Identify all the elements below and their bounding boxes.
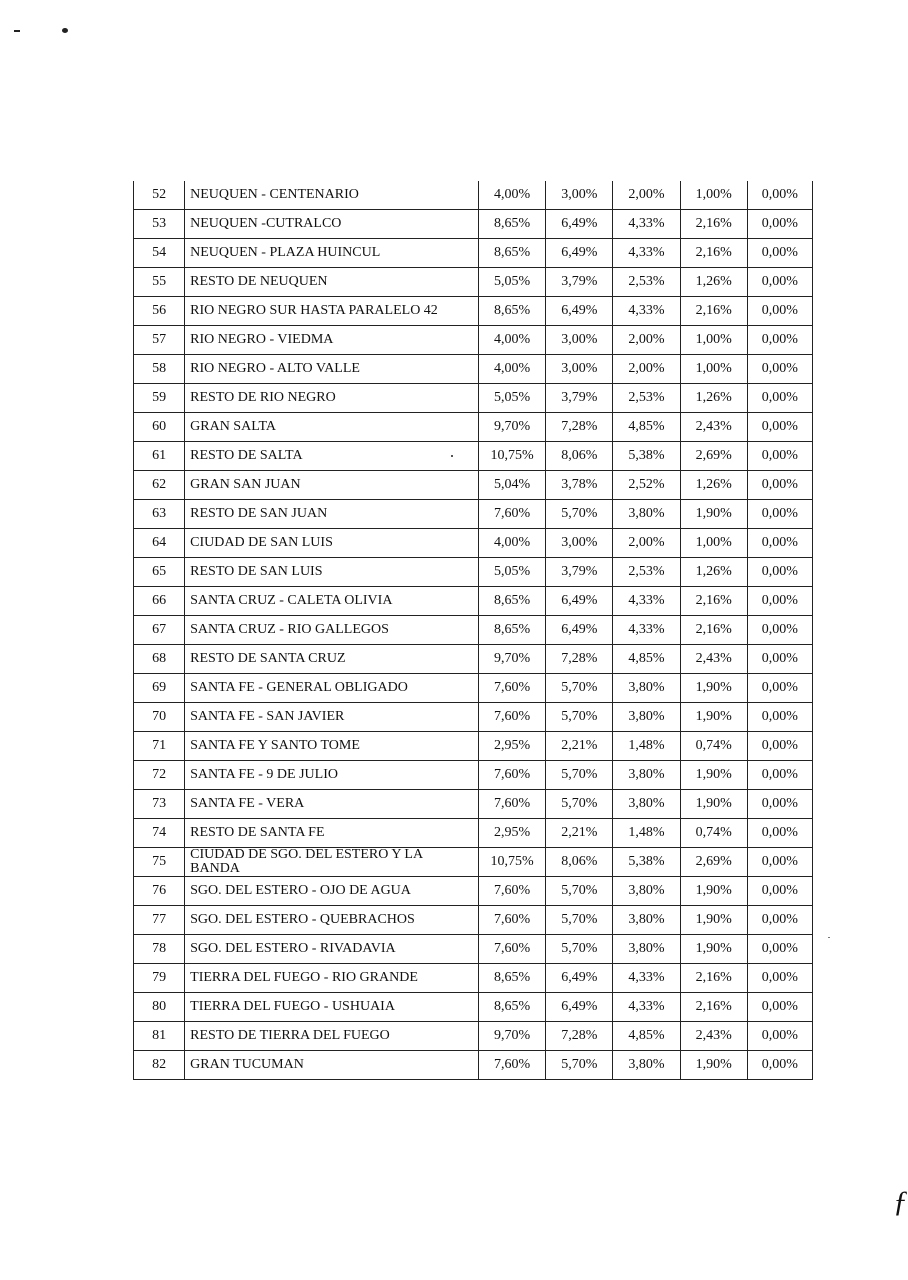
row-number: 69	[134, 674, 185, 703]
rate-col-2: 3,79%	[546, 268, 613, 297]
rate-col-5: 0,00%	[747, 326, 812, 355]
rate-col-5: 0,00%	[747, 645, 812, 674]
rate-col-3: 4,33%	[613, 587, 680, 616]
scan-mark-dash	[14, 30, 20, 32]
rate-col-3: 4,85%	[613, 413, 680, 442]
rate-col-5: 0,00%	[747, 616, 812, 645]
rate-col-1: 7,60%	[479, 703, 546, 732]
region-name: RESTO DE SANTA FE	[185, 819, 479, 848]
rate-col-5: 0,00%	[747, 297, 812, 326]
region-name: GRAN SAN JUAN	[185, 471, 479, 500]
rate-col-4: 2,69%	[680, 848, 747, 877]
rate-col-5: 0,00%	[747, 761, 812, 790]
table-row	[134, 1022, 813, 1051]
rate-col-1: 8,65%	[479, 210, 546, 239]
rate-col-1: 5,04%	[479, 471, 546, 500]
region-name: RESTO DE TIERRA DEL FUEGO	[185, 1022, 479, 1051]
rate-col-2: 6,49%	[546, 210, 613, 239]
region-name: RIO NEGRO SUR HASTA PARALELO 42	[185, 297, 479, 326]
region-name: SGO. DEL ESTERO - RIVADAVIA	[185, 935, 479, 964]
rate-col-4: 1,26%	[680, 384, 747, 413]
rate-col-2: 6,49%	[546, 239, 613, 268]
rate-col-3: 2,00%	[613, 326, 680, 355]
rate-col-4: 1,00%	[680, 355, 747, 384]
rate-col-5: 0,00%	[747, 587, 812, 616]
rate-col-1: 8,65%	[479, 239, 546, 268]
rate-col-1: 7,60%	[479, 790, 546, 819]
rate-col-4: 1,26%	[680, 471, 747, 500]
rate-col-1: 8,65%	[479, 993, 546, 1022]
rate-col-5: 0,00%	[747, 181, 812, 210]
rate-col-2: 7,28%	[546, 413, 613, 442]
rate-col-4: 1,00%	[680, 529, 747, 558]
region-name: SANTA FE - 9 DE JULIO	[185, 761, 479, 790]
rate-col-4: 2,16%	[680, 210, 747, 239]
table-row	[134, 239, 813, 268]
rate-col-1: 7,60%	[479, 935, 546, 964]
rate-col-3: 5,38%	[613, 848, 680, 877]
rate-col-2: 5,70%	[546, 674, 613, 703]
region-name: RESTO DE SALTA	[185, 442, 479, 471]
region-name: RESTO DE SAN LUIS	[185, 558, 479, 587]
table-row	[134, 442, 813, 471]
rate-col-1: 5,05%	[479, 384, 546, 413]
rate-col-3: 3,80%	[613, 935, 680, 964]
rate-col-2: 2,21%	[546, 732, 613, 761]
rate-col-4: 2,16%	[680, 239, 747, 268]
region-name: GRAN SALTA	[185, 413, 479, 442]
table-row	[134, 587, 813, 616]
rate-col-1: 2,95%	[479, 732, 546, 761]
rate-col-3: 4,33%	[613, 239, 680, 268]
rate-col-5: 0,00%	[747, 674, 812, 703]
rate-col-3: 3,80%	[613, 1051, 680, 1080]
rate-col-3: 4,33%	[613, 297, 680, 326]
rate-col-5: 0,00%	[747, 993, 812, 1022]
rate-col-1: 8,65%	[479, 964, 546, 993]
region-name: RIO NEGRO - VIEDMA	[185, 326, 479, 355]
rate-col-2: 5,70%	[546, 703, 613, 732]
rate-col-4: 2,43%	[680, 645, 747, 674]
rate-col-2: 6,49%	[546, 297, 613, 326]
region-name: GRAN TUCUMAN	[185, 1051, 479, 1080]
rate-col-5: 0,00%	[747, 210, 812, 239]
scan-speck	[828, 937, 830, 938]
table-row	[134, 210, 813, 239]
rate-col-2: 8,06%	[546, 442, 613, 471]
rate-col-5: 0,00%	[747, 790, 812, 819]
table-row	[134, 268, 813, 297]
region-name: RESTO DE SANTA CRUZ	[185, 645, 479, 674]
region-name: RESTO DE SAN JUAN	[185, 500, 479, 529]
rate-col-4: 1,90%	[680, 906, 747, 935]
rate-col-5: 0,00%	[747, 529, 812, 558]
table-row	[134, 529, 813, 558]
region-name: RIO NEGRO - ALTO VALLE	[185, 355, 479, 384]
rate-col-1: 7,60%	[479, 761, 546, 790]
row-number: 71	[134, 732, 185, 761]
table-row	[134, 471, 813, 500]
table-row	[134, 616, 813, 645]
region-name: NEUQUEN - PLAZA HUINCUL	[185, 239, 479, 268]
rate-col-2: 3,79%	[546, 384, 613, 413]
table-row	[134, 877, 813, 906]
region-name: SANTA FE - SAN JAVIER	[185, 703, 479, 732]
table-row	[134, 935, 813, 964]
region-name: NEUQUEN -CUTRALCO	[185, 210, 479, 239]
rate-col-4: 1,90%	[680, 703, 747, 732]
rate-col-4: 1,90%	[680, 1051, 747, 1080]
rate-col-4: 1,90%	[680, 935, 747, 964]
row-number: 68	[134, 645, 185, 674]
rate-col-4: 1,00%	[680, 181, 747, 210]
region-name: SANTA CRUZ - RIO GALLEGOS	[185, 616, 479, 645]
rate-col-2: 7,28%	[546, 645, 613, 674]
rate-col-5: 0,00%	[747, 384, 812, 413]
rate-col-4: 2,16%	[680, 616, 747, 645]
rate-col-3: 3,80%	[613, 703, 680, 732]
rate-col-2: 6,49%	[546, 587, 613, 616]
rate-col-1: 8,65%	[479, 616, 546, 645]
rate-col-4: 1,90%	[680, 674, 747, 703]
row-number: 82	[134, 1051, 185, 1080]
rate-col-2: 3,79%	[546, 558, 613, 587]
table-row	[134, 703, 813, 732]
rate-col-2: 3,00%	[546, 529, 613, 558]
table-row	[134, 964, 813, 993]
region-name: SANTA FE Y SANTO TOME	[185, 732, 479, 761]
row-number: 80	[134, 993, 185, 1022]
rate-col-4: 2,69%	[680, 442, 747, 471]
rate-col-2: 5,70%	[546, 500, 613, 529]
rate-col-2: 6,49%	[546, 964, 613, 993]
rate-col-5: 0,00%	[747, 732, 812, 761]
rate-col-2: 6,49%	[546, 993, 613, 1022]
row-number: 63	[134, 500, 185, 529]
rate-col-1: 4,00%	[479, 326, 546, 355]
table-row	[134, 384, 813, 413]
row-number: 52	[134, 181, 185, 210]
region-name: SANTA CRUZ - CALETA OLIVIA	[185, 587, 479, 616]
rate-col-5: 0,00%	[747, 1051, 812, 1080]
table-row	[134, 181, 813, 210]
row-number: 60	[134, 413, 185, 442]
rate-col-1: 9,70%	[479, 413, 546, 442]
rate-col-3: 1,48%	[613, 819, 680, 848]
row-number: 65	[134, 558, 185, 587]
table-row	[134, 500, 813, 529]
rate-col-1: 2,95%	[479, 819, 546, 848]
row-number: 77	[134, 906, 185, 935]
rate-col-5: 0,00%	[747, 935, 812, 964]
table-row	[134, 732, 813, 761]
rate-col-5: 0,00%	[747, 964, 812, 993]
rate-col-3: 2,52%	[613, 471, 680, 500]
rate-col-5: 0,00%	[747, 239, 812, 268]
rate-col-2: 8,06%	[546, 848, 613, 877]
table-row	[134, 326, 813, 355]
rate-col-1: 5,05%	[479, 268, 546, 297]
rate-col-2: 3,00%	[546, 181, 613, 210]
row-number: 64	[134, 529, 185, 558]
rate-col-3: 4,85%	[613, 645, 680, 674]
rate-col-1: 10,75%	[479, 848, 546, 877]
rates-table-body	[134, 181, 813, 1080]
table-row	[134, 761, 813, 790]
rate-col-2: 2,21%	[546, 819, 613, 848]
rate-col-5: 0,00%	[747, 268, 812, 297]
row-number: 76	[134, 877, 185, 906]
rate-col-2: 5,70%	[546, 935, 613, 964]
row-number: 58	[134, 355, 185, 384]
rate-col-2: 5,70%	[546, 1051, 613, 1080]
rate-col-5: 0,00%	[747, 1022, 812, 1051]
rate-col-1: 4,00%	[479, 529, 546, 558]
rate-col-3: 2,53%	[613, 384, 680, 413]
rate-col-1: 7,60%	[479, 906, 546, 935]
rates-table	[133, 181, 813, 1080]
rate-col-2: 3,00%	[546, 326, 613, 355]
row-number: 72	[134, 761, 185, 790]
row-number: 73	[134, 790, 185, 819]
rate-col-4: 1,26%	[680, 268, 747, 297]
row-number: 59	[134, 384, 185, 413]
rate-col-1: 7,60%	[479, 877, 546, 906]
rate-col-1: 10,75%	[479, 442, 546, 471]
rate-col-5: 0,00%	[747, 500, 812, 529]
scan-mark-dot	[62, 28, 68, 33]
row-number: 67	[134, 616, 185, 645]
row-number: 66	[134, 587, 185, 616]
rate-col-4: 1,00%	[680, 326, 747, 355]
rate-col-5: 0,00%	[747, 413, 812, 442]
rate-col-1: 4,00%	[479, 181, 546, 210]
rate-col-5: 0,00%	[747, 471, 812, 500]
rate-col-2: 5,70%	[546, 877, 613, 906]
region-name: SANTA FE - VERA	[185, 790, 479, 819]
rate-col-1: 9,70%	[479, 1022, 546, 1051]
rate-col-1: 8,65%	[479, 297, 546, 326]
row-number: 70	[134, 703, 185, 732]
rate-col-5: 0,00%	[747, 442, 812, 471]
table-row	[134, 413, 813, 442]
rate-col-4: 1,90%	[680, 877, 747, 906]
table-row	[134, 558, 813, 587]
rate-col-5: 0,00%	[747, 848, 812, 877]
rate-col-3: 4,33%	[613, 210, 680, 239]
region-name: RESTO DE NEUQUEN	[185, 268, 479, 297]
row-number: 78	[134, 935, 185, 964]
rate-col-3: 4,85%	[613, 1022, 680, 1051]
row-number: 53	[134, 210, 185, 239]
table-row	[134, 993, 813, 1022]
row-number: 75	[134, 848, 185, 877]
table-row	[134, 819, 813, 848]
rate-col-4: 2,16%	[680, 993, 747, 1022]
row-number: 54	[134, 239, 185, 268]
rate-col-1: 7,60%	[479, 1051, 546, 1080]
rate-col-1: 7,60%	[479, 500, 546, 529]
table-row	[134, 1051, 813, 1080]
rate-col-4: 2,16%	[680, 297, 747, 326]
row-number: 81	[134, 1022, 185, 1051]
rate-col-1: 5,05%	[479, 558, 546, 587]
rate-col-3: 4,33%	[613, 616, 680, 645]
rate-col-3: 3,80%	[613, 674, 680, 703]
row-number: 61	[134, 442, 185, 471]
row-number: 55	[134, 268, 185, 297]
rate-col-5: 0,00%	[747, 703, 812, 732]
table-row	[134, 355, 813, 384]
rate-col-3: 4,33%	[613, 993, 680, 1022]
row-number: 62	[134, 471, 185, 500]
row-number: 57	[134, 326, 185, 355]
region-name: CIUDAD DE SAN LUIS	[185, 529, 479, 558]
table-row	[134, 297, 813, 326]
rate-col-3: 4,33%	[613, 964, 680, 993]
rate-col-3: 3,80%	[613, 500, 680, 529]
rate-col-5: 0,00%	[747, 819, 812, 848]
handwritten-initial-mark: ƒ	[893, 1185, 908, 1218]
region-name: SGO. DEL ESTERO - OJO DE AGUA	[185, 877, 479, 906]
table-row	[134, 906, 813, 935]
region-name: CIUDAD DE SGO. DEL ESTERO Y LA BANDA	[185, 848, 479, 877]
rate-col-2: 5,70%	[546, 790, 613, 819]
rate-col-4: 0,74%	[680, 732, 747, 761]
table-row	[134, 674, 813, 703]
rate-col-4: 2,16%	[680, 964, 747, 993]
rate-col-4: 1,90%	[680, 790, 747, 819]
rate-col-4: 1,90%	[680, 761, 747, 790]
rate-col-2: 5,70%	[546, 906, 613, 935]
rate-col-2: 5,70%	[546, 761, 613, 790]
rate-col-3: 2,53%	[613, 558, 680, 587]
row-number: 56	[134, 297, 185, 326]
rate-col-1: 7,60%	[479, 674, 546, 703]
rate-col-5: 0,00%	[747, 558, 812, 587]
rate-col-4: 2,43%	[680, 413, 747, 442]
rate-col-4: 0,74%	[680, 819, 747, 848]
region-name: SANTA FE - GENERAL OBLIGADO	[185, 674, 479, 703]
rate-col-3: 2,00%	[613, 181, 680, 210]
rate-col-1: 9,70%	[479, 645, 546, 674]
rate-col-1: 4,00%	[479, 355, 546, 384]
table-row	[134, 790, 813, 819]
rate-col-5: 0,00%	[747, 906, 812, 935]
rate-col-3: 3,80%	[613, 906, 680, 935]
rate-col-3: 5,38%	[613, 442, 680, 471]
rate-col-3: 1,48%	[613, 732, 680, 761]
region-name: RESTO DE RIO NEGRO	[185, 384, 479, 413]
rate-col-3: 2,00%	[613, 529, 680, 558]
rate-col-2: 3,78%	[546, 471, 613, 500]
table-row	[134, 848, 813, 877]
rate-col-3: 2,00%	[613, 355, 680, 384]
rate-col-3: 3,80%	[613, 877, 680, 906]
rate-col-3: 3,80%	[613, 790, 680, 819]
row-number: 79	[134, 964, 185, 993]
region-name: NEUQUEN - CENTENARIO	[185, 181, 479, 210]
rate-col-4: 1,90%	[680, 500, 747, 529]
rate-col-2: 3,00%	[546, 355, 613, 384]
rate-col-3: 3,80%	[613, 761, 680, 790]
rate-col-4: 1,26%	[680, 558, 747, 587]
rate-col-1: 8,65%	[479, 587, 546, 616]
region-name: TIERRA DEL FUEGO - USHUAIA	[185, 993, 479, 1022]
rate-col-4: 2,16%	[680, 587, 747, 616]
region-name: TIERRA DEL FUEGO - RIO GRANDE	[185, 964, 479, 993]
rate-col-2: 6,49%	[546, 616, 613, 645]
rate-col-5: 0,00%	[747, 355, 812, 384]
rate-col-2: 7,28%	[546, 1022, 613, 1051]
row-number: 74	[134, 819, 185, 848]
rate-col-4: 2,43%	[680, 1022, 747, 1051]
rate-col-5: 0,00%	[747, 877, 812, 906]
table-row	[134, 645, 813, 674]
rate-col-3: 2,53%	[613, 268, 680, 297]
region-name: SGO. DEL ESTERO - QUEBRACHOS	[185, 906, 479, 935]
